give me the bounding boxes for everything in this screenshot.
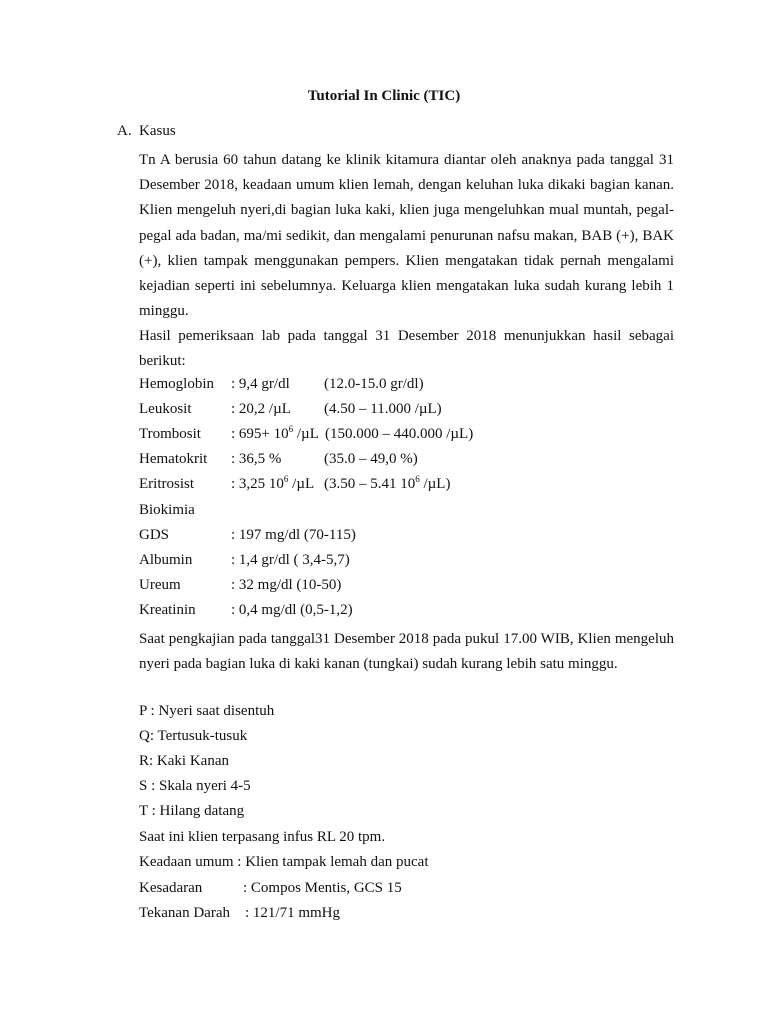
lab-range: (4.50 – 11.000 /µL) (324, 401, 442, 417)
biokimia-name: GDS (139, 527, 170, 543)
lab-range: (3.50 – 5.41 $10^6$ /µL) (324, 474, 451, 492)
infus-line: Saat ini klien terpasang infus RL 20 tpm. (139, 829, 386, 845)
lab-name: Hemoglobin (139, 376, 214, 392)
lab-value: : 3,25 $10^6$ /µL (231, 474, 315, 492)
assessment-paragraph: Saat pengkajian pada tanggal31 Desember 2018 pada pukul 17.00 WIB, Klien mengeluh nyeri pada bagian luka di kaki kanan (tungkai) sudah kurang lebih satu minggu. (139, 631, 674, 673)
kesadaran-value: : Compos Mentis, GCS 15 (243, 880, 402, 896)
lab-name: Eritrosist (139, 476, 194, 492)
biokimia-value: : 32 mg/dl (10-50) (231, 577, 342, 593)
pqrst-s: S : Skala nyeri 4-5 (139, 778, 251, 794)
section-letter: A. (117, 123, 132, 139)
case-paragraph: Tn A berusia 60 tahun datang ke klinik kitamura diantar oleh anaknya pada tanggal 31 Desember 2018, keadaan umum klien lemah, dengan keluhan luka dikaki bagian kanan. Klien mengeluh nyeri,di bagian luka kaki, klien juga mengeluhkan mual muntah, pegal-pegal ada badan, ma/mi sedikit, dan mengalami penurunan nafsu makan, BAB (+), BAK (+), klien tampak menggunakan pempers. Klien mengatakan tidak pernah mengalami kejadian seperti ini sebelumnya. Keluarga klien mengatakan luka sudah kurang lebih 1 minggu. (139, 152, 674, 320)
tekanan-darah-label: Tekanan Darah (139, 905, 230, 921)
lab-value: : 20,2 /µL (231, 401, 291, 417)
kesadaran-label: Kesadaran (139, 880, 203, 896)
tekanan-darah-value: : 121/71 mmHg (245, 905, 341, 921)
biokimia-value: : 197 mg/dl (70-115) (231, 527, 356, 543)
pqrst-t: T : Hilang datang (139, 803, 245, 819)
lab-value: : $695+ 10^6$ /µL (231, 424, 319, 442)
biokimia-name: Ureum (139, 577, 181, 593)
lab-name: Hematokrit (139, 451, 208, 467)
lab-range: (12.0-15.0 gr/dl) (324, 376, 424, 392)
pqrst-q: Q: Tertusuk-tusuk (139, 728, 248, 744)
biokimia-name: Albumin (139, 552, 193, 568)
lab-range: (35.0 – 49,0 %) (324, 451, 418, 467)
lab-intro-paragraph: Hasil pemeriksaan lab pada tanggal 31 Desember 2018 menunjukkan hasil sebagai berikut: (139, 328, 674, 370)
document-title: Tutorial In Clinic (TIC) (307, 88, 461, 104)
pqrst-r: R: Kaki Kanan (139, 753, 229, 769)
lab-value: : 9,4 gr/dl (231, 376, 290, 392)
keadaan-umum-line: Keadaan umum : Klien tampak lemah dan pucat (139, 854, 429, 870)
biokimia-heading: Biokimia (139, 502, 195, 518)
biokimia-value: : 1,4 gr/dl ( 3,4-5,7) (231, 552, 350, 568)
lab-name: Trombosit (139, 426, 201, 442)
biokimia-value: : 0,4 mg/dl (0,5-1,2) (231, 602, 353, 618)
lab-range: (150.000 – 440.000 /µL) (325, 426, 474, 442)
section-title: Kasus (139, 123, 176, 139)
lab-name: Leukosit (139, 401, 192, 417)
pqrst-p: P : Nyeri saat disentuh (139, 703, 275, 719)
biokimia-name: Kreatinin (139, 602, 196, 618)
lab-value: : 36,5 % (231, 451, 282, 467)
